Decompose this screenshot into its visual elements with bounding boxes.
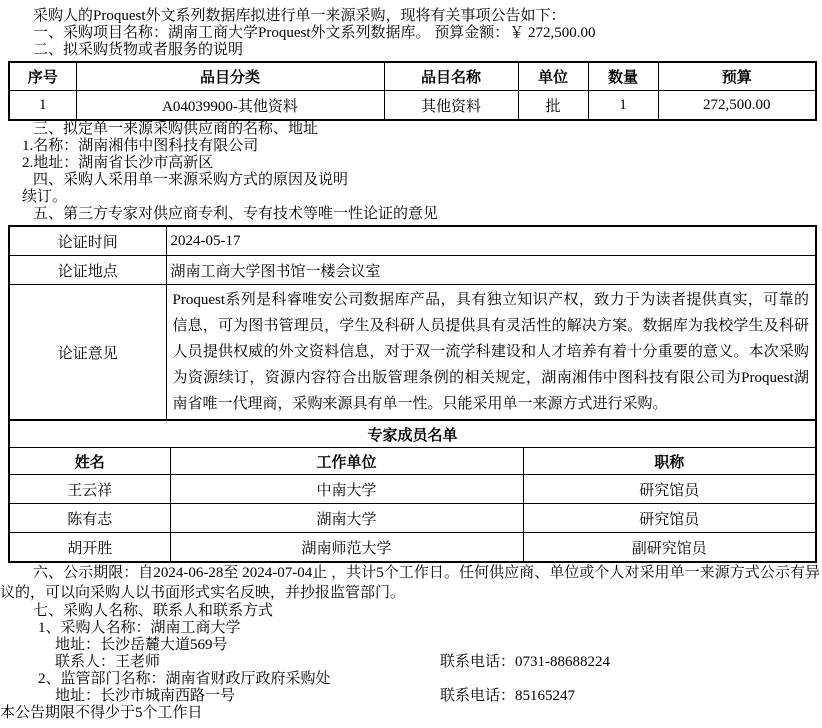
demo-time-label: 论证时间 — [9, 226, 166, 256]
section-5-heading: 五、第三方专家对供应商专利、专有技术等唯一性论证的意见 — [33, 206, 439, 222]
item-budget: 272,500.00 — [658, 91, 816, 121]
regulator-phone: 联系电话：85165247 — [440, 688, 576, 704]
experts-header-title-col: 职称 — [523, 448, 816, 475]
regulator-name: 2、监管部门名称：湖南省财政厅政府采购处 — [38, 671, 331, 687]
demo-opinion-label: 论证意见 — [9, 285, 166, 421]
purchaser-address: 地址：长沙岳麓大道569号 — [55, 637, 228, 653]
purchaser-phone: 联系电话：0731-88688224 — [440, 654, 610, 670]
section-6-publicity-period: 六、公示期限：自2024-06-28至 2024-07-04止 ，共计5个工作日。任何供应商、单位或个人对采用单一来源方式公示有异议的，可以向采购人以书面形式实名反映，并抄报监管部门。 — [0, 565, 820, 601]
expert-rank: 研究馆员 — [523, 504, 816, 533]
items-header-category: 品目分类 — [76, 62, 384, 91]
demo-time-row — [9, 226, 816, 256]
items-header-unit: 单位 — [518, 62, 588, 91]
experts-header-name: 姓名 — [9, 448, 170, 475]
expert-rank: 副研究馆员 — [523, 533, 816, 563]
items-header-budget: 预算 — [658, 62, 816, 91]
expert-name: 王云祥 — [9, 475, 170, 504]
experts-header-org: 工作单位 — [170, 448, 523, 475]
experts-header-row — [9, 448, 816, 475]
items-header-qty: 数量 — [588, 62, 658, 91]
section-3-heading: 三、拟定单一来源采购供应商的名称、地址 — [33, 121, 319, 137]
section-1-project-name: 一、采购项目名称：湖南工商大学Proquest外文系列数据库。 预算金额：￥ 272,500.00 — [33, 25, 596, 41]
footer-note: 本公告期限不得少于5个工作日 — [0, 705, 203, 721]
purchaser-contact-row — [0, 654, 822, 671]
supplier-name: 1.名称：湖南湘伟中图科技有限公司 — [22, 138, 259, 154]
item-seq: 1 — [9, 91, 76, 121]
section-7-heading: 七、采购人名称、联系人和联系方式 — [33, 603, 274, 619]
items-header-seq: 序号 — [9, 62, 76, 91]
expert-row — [9, 504, 816, 533]
intro-line: 采购人的Proquest外文系列数据库拟进行单一来源采购，现将有关事项公告如下： — [33, 8, 566, 24]
item-category: A04039900-其他资料 — [76, 91, 384, 121]
experts-title-row — [9, 420, 816, 448]
demo-time-value: 2024-05-17 — [166, 226, 816, 256]
demonstration-table — [8, 225, 817, 421]
section-4-reason: 续订。 — [22, 189, 68, 205]
expert-org: 湖南大学 — [170, 504, 523, 533]
item-qty: 1 — [588, 91, 658, 121]
expert-name: 陈有志 — [9, 504, 170, 533]
expert-rank: 研究馆员 — [523, 475, 816, 504]
demo-opinion-row — [9, 285, 816, 421]
regulator-contact-row — [0, 688, 822, 705]
purchaser-name: 1、采购人名称：湖南工商大学 — [38, 620, 241, 636]
demo-place-label: 论证地点 — [9, 256, 166, 285]
expert-row — [9, 475, 816, 504]
supplier-address: 2.地址：湖南省长沙市高新区 — [22, 155, 214, 171]
expert-row — [9, 533, 816, 563]
expert-org: 湖南师范大学 — [170, 533, 523, 563]
demo-opinion-value: Proquest系列是科睿唯安公司数据库产品，具有独立知识产权，致力于为读者提供真实，可靠的信息，可为图书管理员，学生及科研人员提供具有灵活性的解决方案。数据库为我校学生及科研人员提供权威的外文资料信息，对于双一流学科建设和人才培养有着十分重要的意义。本次采购为资源续订，资源内容符合出版管理条例的相关规定，湖南湘伟中图科技有限公司为Proquest湖南省唯一代理商，采购来源具有单一性。只能采用单一来源方式进行采购。 — [166, 285, 816, 421]
experts-table — [8, 419, 817, 563]
items-table — [8, 61, 817, 121]
section-2-heading: 二、拟采购货物或者服务的说明 — [33, 42, 244, 58]
expert-org: 中南大学 — [170, 475, 523, 504]
section-4-heading: 四、采购人采用单一来源采购方式的原因及说明 — [33, 172, 349, 188]
demo-place-value: 湖南工商大学图书馆一楼会议室 — [166, 256, 816, 285]
demo-place-row — [9, 256, 816, 285]
regulator-address: 地址：长沙市城南西路一号 — [55, 688, 236, 704]
item-unit: 批 — [518, 91, 588, 121]
expert-name: 胡开胜 — [9, 533, 170, 563]
purchaser-contact-person: 联系人：王老师 — [55, 654, 161, 670]
experts-title: 专家成员名单 — [9, 420, 816, 448]
items-header-name: 品目名称 — [384, 62, 518, 91]
items-table-header-row — [9, 62, 816, 91]
items-table-row — [9, 91, 816, 121]
item-name: 其他资料 — [384, 91, 518, 121]
